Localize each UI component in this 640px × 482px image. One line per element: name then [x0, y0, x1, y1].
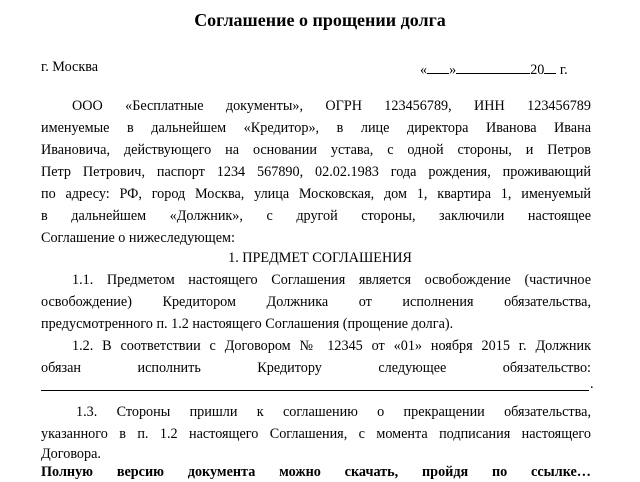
obligation-blank: [41, 390, 589, 391]
date-close-quote: »: [449, 62, 457, 78]
clause-line: обязан исполнить Кредитору следующее обязательство:: [41, 360, 591, 376]
date-suffix: г.: [556, 62, 568, 78]
preamble-line: Ивановича, действующего на основании устава, с одной стороны, и Петров: [41, 142, 591, 158]
date-field: [420, 59, 568, 79]
date-open-quote: «: [420, 62, 428, 78]
city-label: г. Москва: [41, 59, 99, 75]
preamble-line: Соглашение о нижеследующем:: [41, 230, 235, 246]
preamble-line: Петр Петрович, паспорт 1234 567890, 02.02.1983 года рождения, проживающий: [41, 164, 591, 180]
month-blank: [456, 59, 530, 74]
clause-line: 1.3. Стороны пришли к соглашению о прекращении обязательства,: [76, 404, 591, 420]
download-link-text[interactable]: Полную версию документа можно скачать, пройдя по ссылке…: [41, 464, 591, 480]
year-blank: [544, 59, 556, 74]
preamble-line: по адресу: РФ, город Москва, улица Московская, дом 1, квартира 1, именуемый: [41, 186, 591, 202]
clause-line: указанного в п. 1.2 настоящего Соглашения, с момента подписания настоящего: [41, 426, 591, 442]
clause-line: 1.1. Предметом настоящего Соглашения является освобождение (частичное: [72, 272, 591, 288]
clause-line: освобождение) Кредитором Должника от исполнения обязательства,: [41, 294, 591, 310]
clause-line: предусмотренного п. 1.2 настоящего Соглашения (прощение долга).: [41, 316, 454, 332]
preamble-line: ООО «Бесплатные документы», ОГРН 123456789, ИНН 123456789: [72, 98, 591, 114]
section-heading: 1. ПРЕДМЕТ СОГЛАШЕНИЯ: [228, 250, 412, 266]
preamble-line: в дальнейшем «Должник», с другой стороны, заключили настоящее: [41, 208, 591, 224]
document-title: Соглашение о прощении долга: [194, 10, 446, 30]
day-blank: [427, 59, 449, 74]
clause-line: Договора.: [41, 446, 101, 462]
preamble-line: именуемые в дальнейшем «Кредитор», в лице директора Иванова Ивана: [41, 120, 591, 136]
obligation-end-dot: .: [590, 376, 594, 392]
clause-line: 1.2. В соответствии с Договором № 12345 от «01» ноября 2015 г. Должник: [72, 338, 591, 354]
year-prefix: 20: [530, 62, 545, 78]
